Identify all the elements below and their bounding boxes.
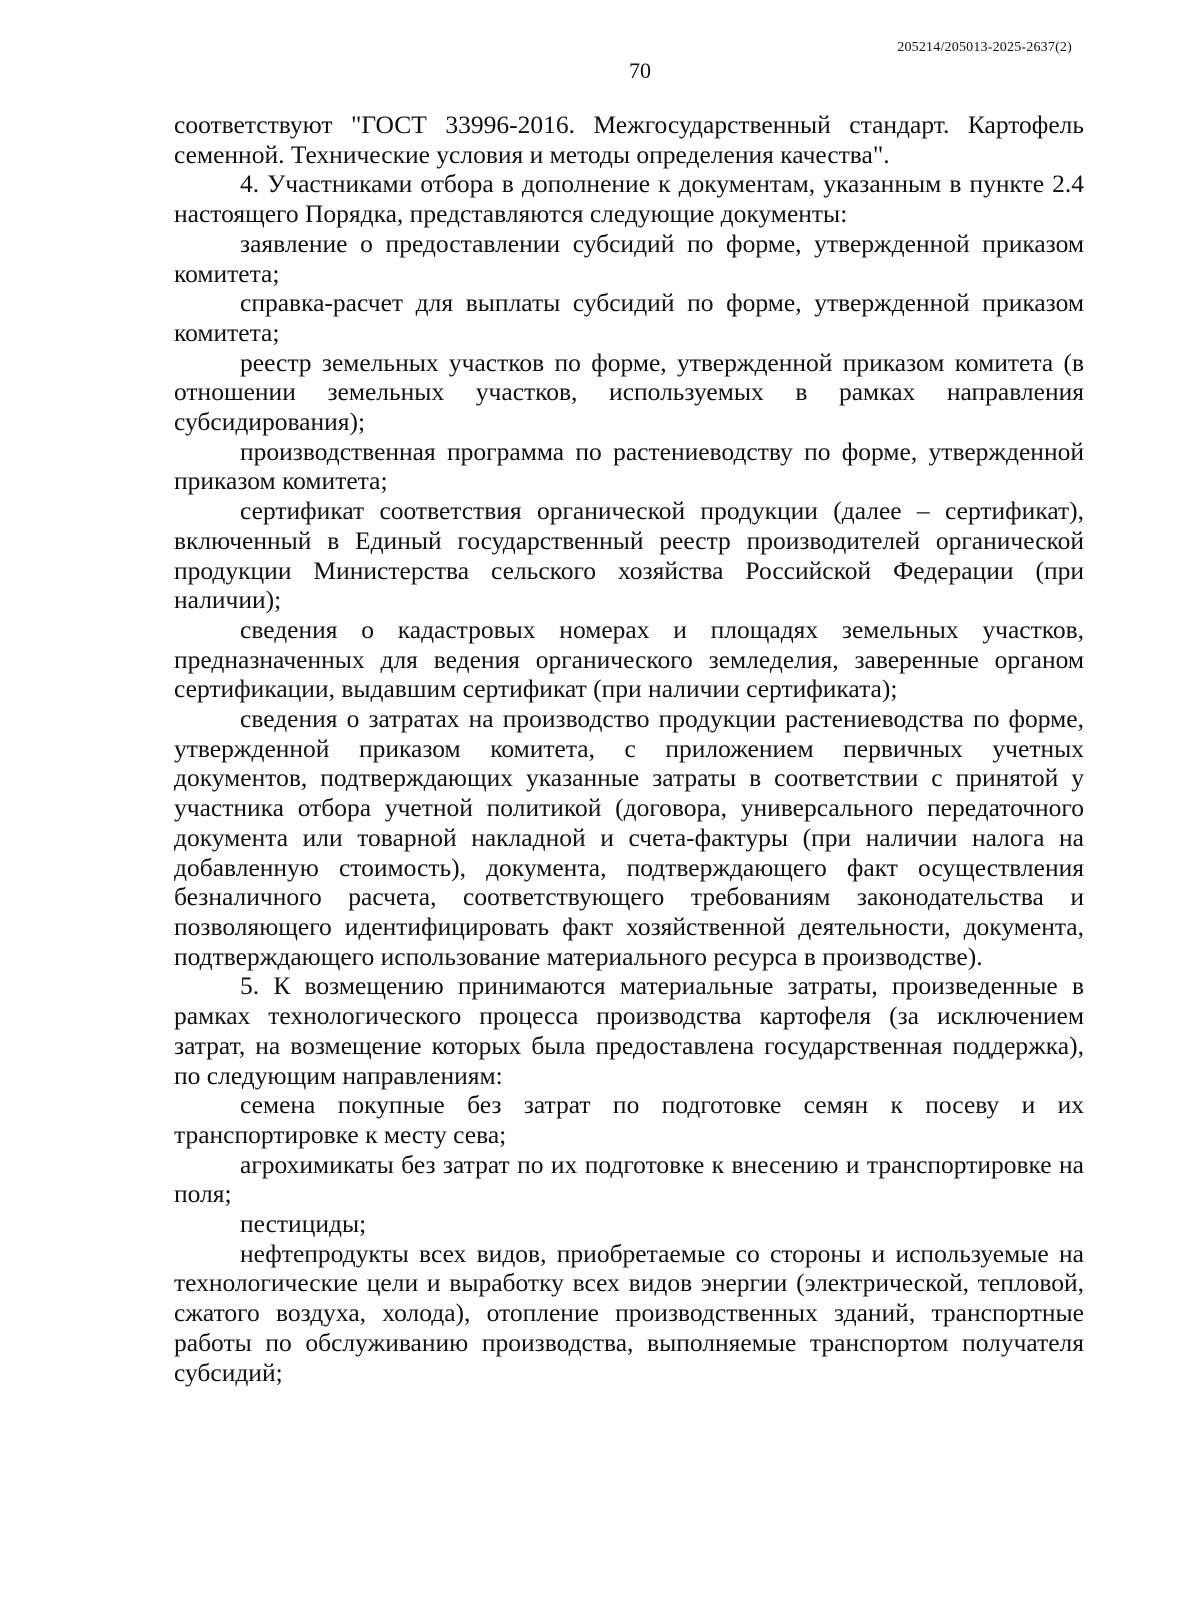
paragraph: сведения о кадастровых номерах и площадях земельных участков, предназначенных для ведения органического земледелия, заверенные органом сертификации, выдавшим сертификат (при наличии сертификата); [174,614,1084,704]
paragraph: реестр земельных участков по форме, утвержденной приказом комитета (в отношении земельных участков, используемых в рамках направления субсидирования); [174,347,1084,437]
page-number: 70 [629,58,651,83]
paragraph: справка-расчет для выплаты субсидий по форме, утвержденной приказом комитета; [174,288,1084,347]
paragraph: пестициды; [240,1209,367,1239]
paragraph: сертификат соответствия органической продукции (далее – сертификат), включенный в Единый государственный реестр производителей органической продукции Министерства сельского хозяйства Российской Федерации (при наличии); [174,496,1084,615]
paragraph-item-4: 4. Участниками отбора в дополнение к документам, указанным в пункте 2.4 настоящего Порядка, представляются следующие документы: [174,169,1084,229]
document-id: 205214/205013-2025-2637(2) [897,40,1072,55]
paragraph: сведения о затратах на производство продукции растениеводства по форме, утвержденной приказом комитета, с приложением первичных учетных документов, подтверждающих указанные затраты в соответствии с принятой у участника отбора учетной политикой (договора, универсального передаточного документа или товарной накладной и счета-фактуры (при наличии налога на добавленную стоимость), документа, подтверждающего факт осуществления безналичного расчета, соответствующего требованиям законодательства и позволяющего идентифицировать факт хозяйственной деятельности, документа, подтверждающего использование материального ресурса в производстве). [174,704,1084,971]
paragraph-item-5: 5. К возмещению принимаются материальные затраты, произведенные в рамках технологического процесса производства картофеля (за исключением затрат, на возмещение которых была предоставлена государственная поддержка), по следующим направлениям: [174,971,1084,1090]
paragraph: семена покупные без затрат по подготовке семян к посеву и их транспортировке к месту сева; [174,1090,1084,1149]
document-body [174,110,1084,1387]
paragraph: агрохимикаты без затрат по их подготовке к внесению и транспортировке на поля; [174,1149,1084,1209]
paragraph: производственная программа по растениеводству по форме, утвержденной приказом комитета; [174,436,1084,496]
paragraph: нефтепродукты всех видов, приобретаемые со стороны и используемые на технологические цели и выработку всех видов энергии (электрической, тепловой, сжатого воздуха, холода), отопление производственных зданий, транспортные работы по обслуживанию производства, выполняемые транспортом получателя субсидий; [174,1238,1084,1387]
paragraph: соответствуют "ГОСТ 33996-2016. Межгосударственный стандарт. Картофель семенной. Технические условия и методы определения качества". [174,110,1084,169]
paragraph: заявление о предоставлении субсидий по форме, утвержденной приказом комитета; [174,228,1084,288]
